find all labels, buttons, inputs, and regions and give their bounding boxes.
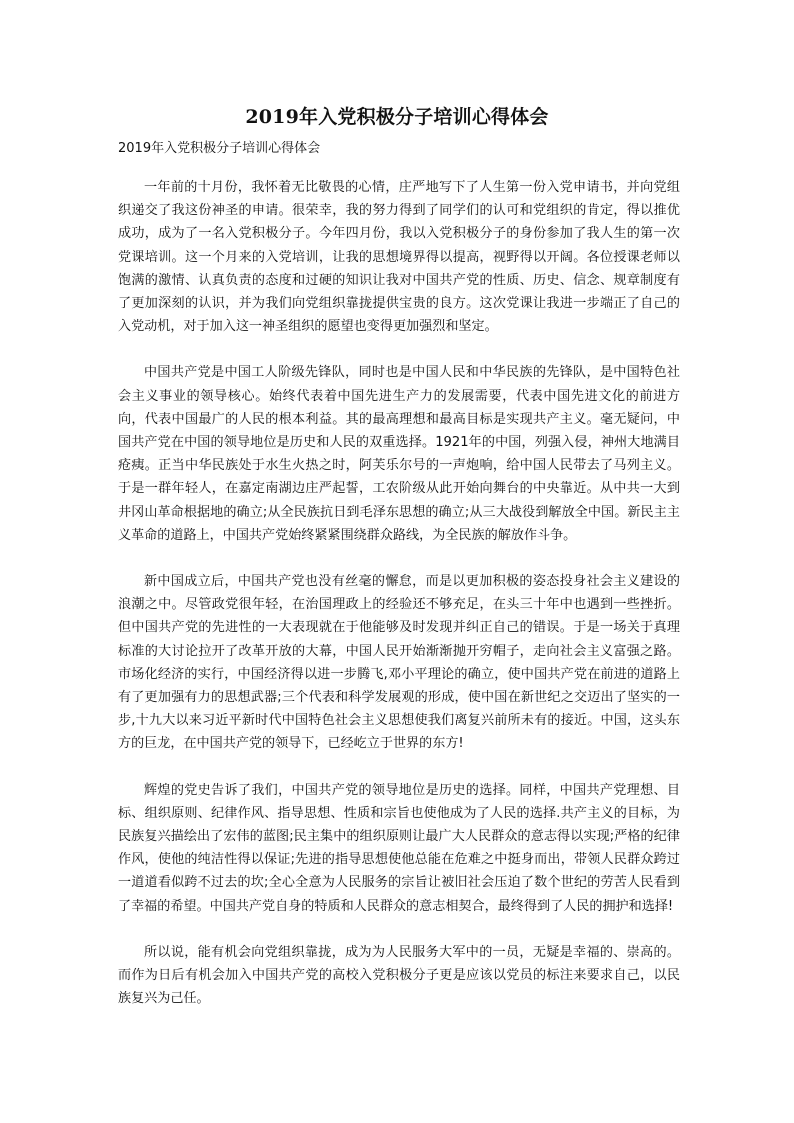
- document-subtitle: 2019年入党积极分子培训心得体会: [118, 141, 321, 156]
- document-body: [118, 176, 680, 1034]
- body-paragraph: 一年前的十月份，我怀着无比敬畏的心情，庄严地写下了人生第一份入党申请书，并向党组织递交了我这份神圣的申请。很荣幸，我的努力得到了同学们的认可和党组织的肯定，得以推优成功，成为了一名入党积极分子。今年四月份，我以入党积极分子的身份参加了我人生的第一次党课培训。这一个月来的入党培训，让我的思想境界得以提高，视野得以开阔。各位授课老师以饱满的激情、认真负责的态度和过硬的知识让我对中国共产党的性质、历史、信念、规章制度有了更加深刻的认识，并为我们向党组织靠拢提供宝贵的良方。这次党课让我进一步端正了自己的入党动机，对于加入这一神圣组织的愿望也变得更加强烈和坚定。: [118, 180, 680, 335]
- body-paragraph: 新中国成立后，中国共产党也没有丝毫的懈怠，而是以更加积极的姿态投身社会主义建设的浪潮之中。尽管政党很年轻，在治国理政上的经验还不够充足，在头三十年中也遇到一些挫折。但中国共产党的先进性的一大表现就在于他能够及时发现并纠正自己的错误。于是一场关于真理标准的大讨论拉开了改革开放的大幕，中国人民开始渐渐抛开穷帽子，走向社会主义富强之路。市场化经济的实行，中国经济得以进一步腾飞,邓小平理论的确立，使中国共产党在前进的道路上有了更加强有力的思想武器;三个代表和科学发展观的形成，使中国在新世纪之交迈出了坚实的一步,十九大以来习近平新时代中国特色社会主义思想使我们离复兴前所未有的接近。中国，这头东方的巨龙，在中国共产党的领导下，已经屹立于世界的东方!: [118, 574, 680, 752]
- document-title: 2019年入党积极分子培训心得体会: [245, 106, 549, 128]
- body-paragraph: 辉煌的党史告诉了我们，中国共产党的领导地位是历史的选择。同样，中国共产党理想、目标、组织原则、纪律作风、指导思想、性质和宗旨也使他成为了人民的选择.共产主义的目标，为民族复兴描绘出了宏伟的蓝图;民主集中的组织原则让最广大人民群众的意志得以实现;严格的纪律作风，使他的纯洁性得以保证;先进的指导思想使他总能在危难之中挺身而出，带领人民群众跨过一道道看似跨不过去的坎;全心全意为人民服务的宗旨让被旧社会压迫了数个世纪的劳苦人民看到了幸福的希望。中国共产党自身的特质和人民群众的意志相契合，最终得到了人民的拥护和选择!: [118, 782, 680, 914]
- body-paragraph: 所以说，能有机会向党组织靠拢，成为为人民服务大军中的一员，无疑是幸福的、崇高的。而作为日后有机会加入中国共产党的高校入党积极分子更是应该以党员的标注来要求自己，以民族复兴为己任。: [118, 944, 680, 1007]
- body-paragraph: 中国共产党是中国工人阶级先锋队，同时也是中国人民和中华民族的先锋队，是中国特色社会主义事业的领导核心。始终代表着中国先进生产力的发展需要，代表中国先进文化的前进方向，代表中国最广的人民的根本利益。其的最高理想和最高目标是实现共产主义。毫无疑问，中国共产党在中国的领导地位是历史和人民的双重选择。1921年的中国，列强入侵，神州大地满目疮痍。正当中华民族处于水生火热之时，阿芙乐尔号的一声炮响，给中国人民带去了马列主义。于是一群年轻人，在嘉定南湖边庄严起誓，工农阶级从此开始向舞台的中央靠近。从中共一大到井冈山革命根据地的确立;从全民族抗日到毛泽东思想的确立;从三大战役到解放全中国。新民主主义革命的道路上，中国共产党始终紧紧围绕群众路线，为全民族的解放作斗争。: [118, 365, 680, 543]
